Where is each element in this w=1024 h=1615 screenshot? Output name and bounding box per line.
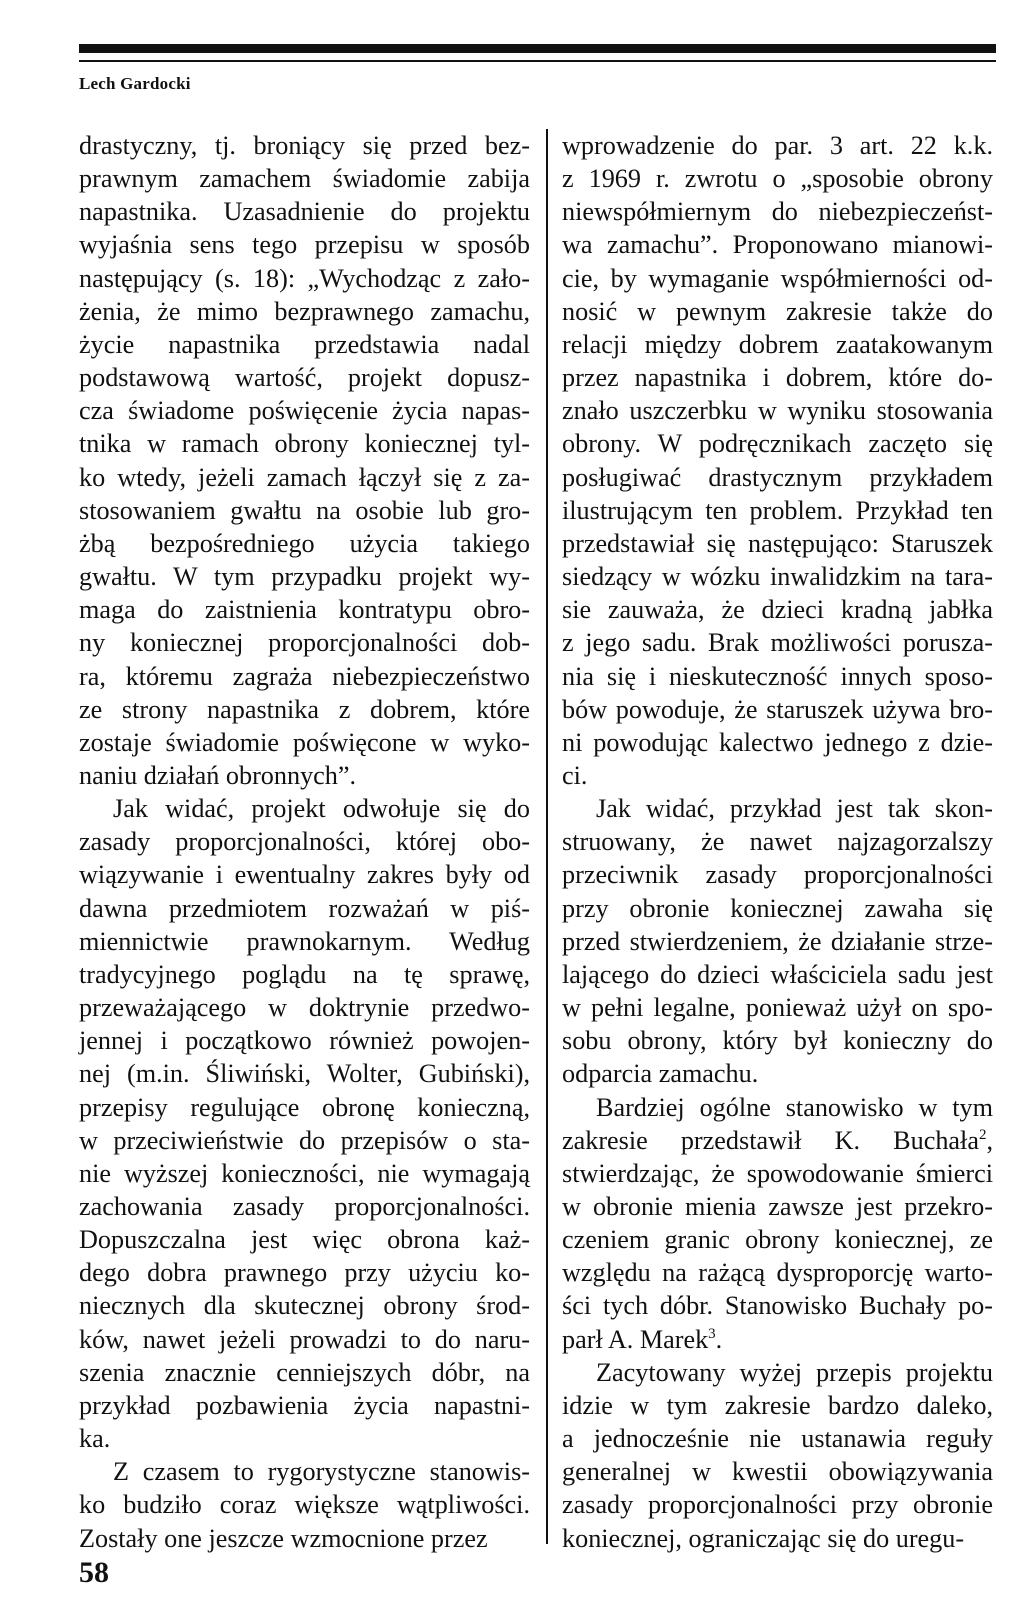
text-line: tnika w ramach obrony koniecznej tyl- bbox=[79, 429, 530, 459]
left-text-column bbox=[79, 129, 530, 1553]
text-line: cza świadome poświęcenie życia napas- bbox=[79, 396, 530, 426]
text-line: z jego sadu. Brak możliwości porusza- bbox=[562, 628, 993, 658]
text-line: z 1969 r. zwrotu o „sposobie obrony bbox=[562, 164, 993, 194]
text-line: ka. bbox=[79, 1424, 111, 1454]
text-line: przykład pozbawienia życia napastni- bbox=[79, 1390, 530, 1420]
page-number: 58 bbox=[79, 1556, 109, 1589]
text-line: wa zamachu”. Proponowano mianowi- bbox=[562, 230, 993, 260]
text-line: jennej i początkowo również powojen- bbox=[79, 1026, 530, 1056]
text-line: Bardziej ogólne stanowisko w tym bbox=[596, 1092, 993, 1122]
text-line: ci. bbox=[562, 760, 588, 790]
column-divider bbox=[546, 129, 548, 1544]
text-line: sobu obrony, który był konieczny do bbox=[562, 1026, 993, 1056]
text-line: generalnej w kwestii obowiązywania bbox=[562, 1457, 993, 1487]
text-line: napastnika. Uzasadnienie do projektu bbox=[79, 197, 530, 227]
text-line: relacji między dobrem zaatakowanym bbox=[562, 329, 993, 359]
header-rule-thin bbox=[79, 60, 996, 62]
text-line: względu na rażącą dysproporcję warto- bbox=[562, 1258, 993, 1288]
text-line: Z czasem to rygorystyczne stanowis- bbox=[113, 1457, 530, 1487]
text-line: czeniem granic obrony koniecznej, ze bbox=[562, 1225, 993, 1255]
text-line: ko budziło coraz większe wątpliwości. bbox=[79, 1490, 530, 1520]
text-line: w pełni legalne, ponieważ użył on spo- bbox=[562, 993, 993, 1023]
text-line: życie napastnika przedstawia nadal bbox=[79, 329, 530, 359]
text-line: dawna przedmiotem rozważań w piś- bbox=[79, 893, 530, 923]
text-line: nej (m.in. Śliwiński, Wolter, Gubiński), bbox=[79, 1059, 530, 1089]
text-line: stwierdzając, że spowodowanie śmierci bbox=[562, 1158, 993, 1188]
text-line: przedstawiał się następująco: Staruszek bbox=[562, 528, 993, 558]
text-line: nie wyższej konieczności, nie wymagają bbox=[79, 1158, 530, 1188]
footnote-marker: 3 bbox=[708, 1325, 716, 1342]
text-line: struowany, że nawet najzagorzalszy bbox=[562, 827, 993, 857]
text-line: zasady proporcjonalności przy obronie bbox=[562, 1490, 993, 1520]
text-line: naniu działań obronnych”. bbox=[79, 760, 357, 790]
text-line: koniecznej, ograniczając się do uregu- bbox=[562, 1523, 965, 1553]
text-line: ilustrującym ten problem. Przykład ten bbox=[562, 495, 993, 525]
text-line: Jak widać, przykład jest tak skon- bbox=[596, 794, 993, 824]
text-line: nia się i nieskuteczność innych sposo- bbox=[562, 661, 993, 691]
text-line: ko wtedy, jeżeli zamach łączył się z za- bbox=[79, 462, 530, 492]
running-head-author: Lech Gardocki bbox=[79, 74, 191, 93]
text-line: posługiwać drastycznym przykładem bbox=[562, 462, 993, 492]
text-line: żbą bezpośredniego użycia takiego bbox=[79, 528, 530, 558]
text-line: wyjaśnia sens tego przepisu w sposób bbox=[79, 230, 530, 260]
text-line: drastyczny, tj. broniący się przed bez- bbox=[79, 131, 530, 160]
text-line: żenia, że mimo bezprawnego zamachu, bbox=[79, 296, 530, 326]
text-line: parł A. Marek$^3$. bbox=[562, 1324, 723, 1354]
text-line: maga do zaistnienia kontratypu obro- bbox=[79, 595, 530, 625]
text-line: ra, któremu zagraża niebezpieczeństwo bbox=[79, 661, 530, 691]
text-line: lającego do dzieci właściciela sadu jest bbox=[562, 959, 993, 989]
text-line: miennictwie prawnokarnym. Według bbox=[79, 926, 530, 956]
text-line: przed stwierdzeniem, że działanie strze- bbox=[562, 926, 993, 956]
header-rule-thick bbox=[79, 44, 996, 53]
text-line: ści tych dóbr. Stanowisko Buchały po- bbox=[562, 1291, 993, 1321]
text-line: w obronie mienia zawsze jest przekro- bbox=[562, 1192, 993, 1221]
text-line: przeważającego w doktrynie przedwo- bbox=[79, 993, 530, 1023]
text-line: cie, by wymaganie współmierności od- bbox=[562, 263, 993, 293]
text-line: dego dobra prawnego przy użyciu ko- bbox=[79, 1258, 530, 1288]
text-line: ni powodując kalectwo jednego z dzie- bbox=[562, 727, 993, 757]
text-line: niecznych dla skutecznej obrony środ- bbox=[79, 1291, 530, 1321]
text-line: wiązywanie i ewentualny zakres były od bbox=[79, 860, 530, 890]
text-line: szenia znacznie cenniejszych dóbr, na bbox=[79, 1357, 530, 1387]
text-line: gwałtu. W tym przypadku projekt wy- bbox=[79, 562, 530, 592]
text-line: przepisy regulujące obronę konieczną, bbox=[79, 1092, 530, 1122]
text-line: następujący (s. 18): „Wychodząc z zało- bbox=[79, 263, 530, 293]
text-line: tradycyjnego poglądu na tę sprawę, bbox=[79, 959, 530, 989]
text-line: przy obronie koniecznej zawaha się bbox=[562, 893, 993, 923]
text-line: prawnym zamachem świadomie zabija bbox=[79, 164, 530, 194]
text-line: w przeciwieństwie do przepisów o sta- bbox=[79, 1125, 530, 1155]
text-line: Zostały one jeszcze wzmocnione przez bbox=[79, 1523, 488, 1553]
text-line: zostaje świadomie poświęcone w wyko- bbox=[79, 727, 530, 757]
text-line: Jak widać, projekt odwołuje się do bbox=[113, 794, 530, 824]
text-line: niewspółmiernym do niebezpieczeńst- bbox=[562, 197, 993, 227]
text-line: a jednocześnie nie ustanawia reguły bbox=[562, 1424, 993, 1454]
text-line: siedzący w wózku inwalidzkim na tara- bbox=[562, 562, 993, 592]
footnote-marker: 2 bbox=[978, 1126, 987, 1143]
text-line: obrony. W podręcznikach zaczęto się bbox=[562, 429, 993, 459]
text-line: idzie w tym zakresie bardzo daleko, bbox=[562, 1390, 993, 1420]
text-line: zasady proporcjonalności, której obo- bbox=[79, 827, 530, 857]
text-line: Dopuszczalna jest więc obrona każ- bbox=[79, 1225, 530, 1255]
text-line: bów powoduje, że staruszek używa bro- bbox=[562, 694, 993, 724]
text-line: zachowania zasady proporcjonalności. bbox=[79, 1192, 530, 1221]
text-line: odparcia zamachu. bbox=[562, 1059, 759, 1089]
text-line: podstawową wartość, projekt dopusz- bbox=[79, 363, 530, 393]
text-line: przez napastnika i dobrem, które do- bbox=[562, 363, 993, 393]
text-line: ków, nawet jeżeli prowadzi to do naru- bbox=[79, 1324, 530, 1354]
text-line: ze strony napastnika z dobrem, które bbox=[79, 694, 530, 724]
text-line: wprowadzenie do par. 3 art. 22 k.k. bbox=[562, 131, 993, 160]
text-line: sie zauważa, że dzieci kradną jabłka bbox=[562, 595, 993, 625]
text-line: Zacytowany wyżej przepis projektu bbox=[596, 1357, 993, 1387]
text-line: przeciwnik zasady proporcjonalności bbox=[562, 860, 993, 890]
text-line: zakresie przedstawił K. Buchała$^2$, bbox=[562, 1125, 993, 1155]
text-line: nosić w pewnym zakresie także do bbox=[562, 296, 993, 326]
right-text-column bbox=[562, 129, 993, 1553]
text-line: ny koniecznej proporcjonalności dob- bbox=[79, 628, 530, 658]
text-line: stosowaniem gwałtu na osobie lub gro- bbox=[79, 495, 530, 525]
text-line: znało uszczerbku w wyniku stosowania bbox=[562, 396, 993, 426]
